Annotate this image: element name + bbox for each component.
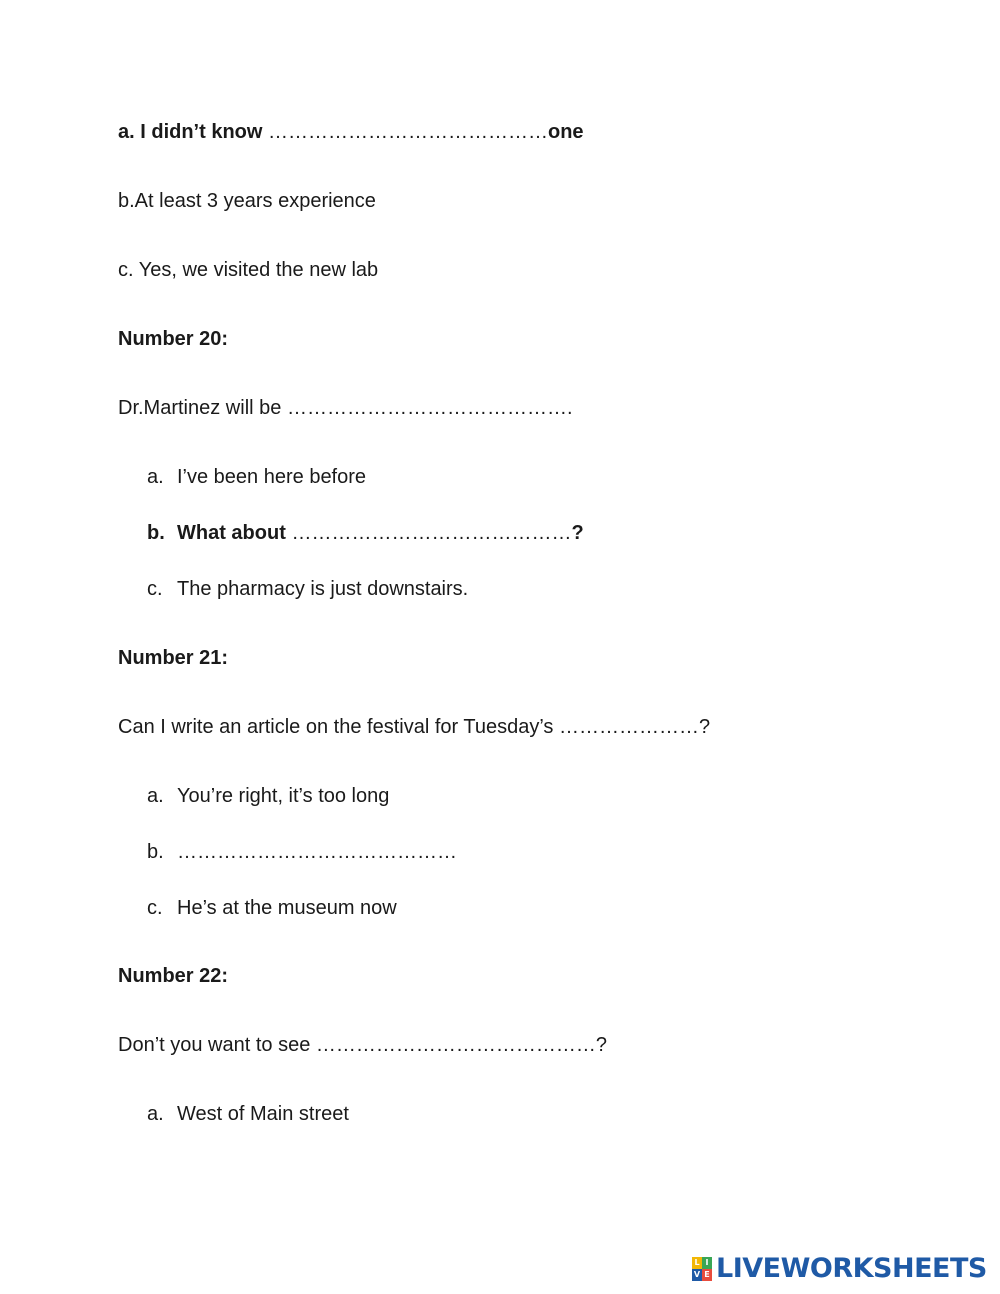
q21-prompt-blank[interactable]: ………………… bbox=[558, 716, 699, 738]
q20-option-c-mark: c. bbox=[147, 578, 163, 600]
q19-option-a-prefix: a. I didn’t know bbox=[118, 121, 268, 143]
q22-option-a bbox=[147, 1101, 349, 1127]
q21-option-a-mark: a. bbox=[147, 785, 164, 807]
q21-prompt-end: ? bbox=[698, 716, 711, 738]
q19-option-a-blank[interactable]: …………………………………… bbox=[268, 121, 548, 143]
q20-option-c bbox=[147, 576, 468, 602]
liveworksheets-logo bbox=[692, 1254, 987, 1284]
q21-option-c-text: He’s at the museum now bbox=[177, 897, 397, 919]
q20-option-b-mark: b. bbox=[147, 522, 165, 544]
logo-tile-e: E bbox=[702, 1269, 712, 1281]
q20-option-b-suffix: ? bbox=[571, 522, 584, 544]
q21-option-a-text: You’re right, it’s too long bbox=[177, 785, 390, 807]
q22-prompt-end: ? bbox=[595, 1034, 608, 1056]
q20-option-a-text: I’ve been here before bbox=[177, 466, 367, 488]
q20-option-c-text: The pharmacy is just downstairs. bbox=[177, 578, 469, 600]
q21-option-b bbox=[147, 839, 457, 865]
q21-option-b-mark: b. bbox=[147, 841, 164, 863]
liveworksheets-logo-icon bbox=[692, 1257, 712, 1281]
q21-option-c bbox=[147, 895, 397, 921]
q20-option-a bbox=[147, 464, 366, 490]
q22-option-a-text: West of Main street bbox=[177, 1103, 349, 1125]
q20-option-b bbox=[147, 520, 584, 546]
q19-option-a bbox=[118, 119, 584, 145]
q19-option-c: c. Yes, we visited the new lab bbox=[118, 259, 379, 281]
q21-prompt-text: Can I write an article on the festival for Tuesday’s bbox=[118, 716, 559, 738]
logo-tile-v: V bbox=[693, 1270, 701, 1279]
q20-option-a-mark: a. bbox=[147, 466, 164, 488]
q22-option-a-mark: a. bbox=[147, 1103, 164, 1125]
q20-prompt-text: Dr.Martinez will be bbox=[118, 397, 287, 419]
liveworksheets-logo-text: LIVEWORKSHEETS bbox=[716, 1253, 987, 1284]
q21-prompt bbox=[118, 714, 710, 740]
q22-prompt bbox=[118, 1032, 607, 1058]
q20-prompt bbox=[118, 395, 573, 421]
q20-option-b-blank[interactable]: …………………………………… bbox=[291, 522, 572, 544]
q19-option-a-suffix: one bbox=[548, 121, 584, 143]
q22-heading: Number 22: bbox=[118, 965, 229, 987]
q21-option-a bbox=[147, 783, 389, 809]
logo-tile-i: I bbox=[702, 1257, 712, 1269]
q20-prompt-blank[interactable]: ……………………………………. bbox=[286, 397, 573, 419]
q22-prompt-text: Don’t you want to see bbox=[118, 1034, 316, 1056]
q20-option-b-prefix: What about bbox=[177, 522, 292, 544]
q21-heading: Number 21: bbox=[118, 647, 229, 669]
q19-option-b: b.At least 3 years experience bbox=[118, 190, 376, 212]
q22-prompt-blank[interactable]: …………………………………… bbox=[315, 1034, 596, 1056]
q20-heading: Number 20: bbox=[118, 328, 229, 350]
q21-option-b-blank[interactable]: …………………………………… bbox=[177, 841, 457, 863]
q21-option-c-mark: c. bbox=[147, 897, 163, 919]
logo-tile-l: L bbox=[692, 1257, 702, 1269]
